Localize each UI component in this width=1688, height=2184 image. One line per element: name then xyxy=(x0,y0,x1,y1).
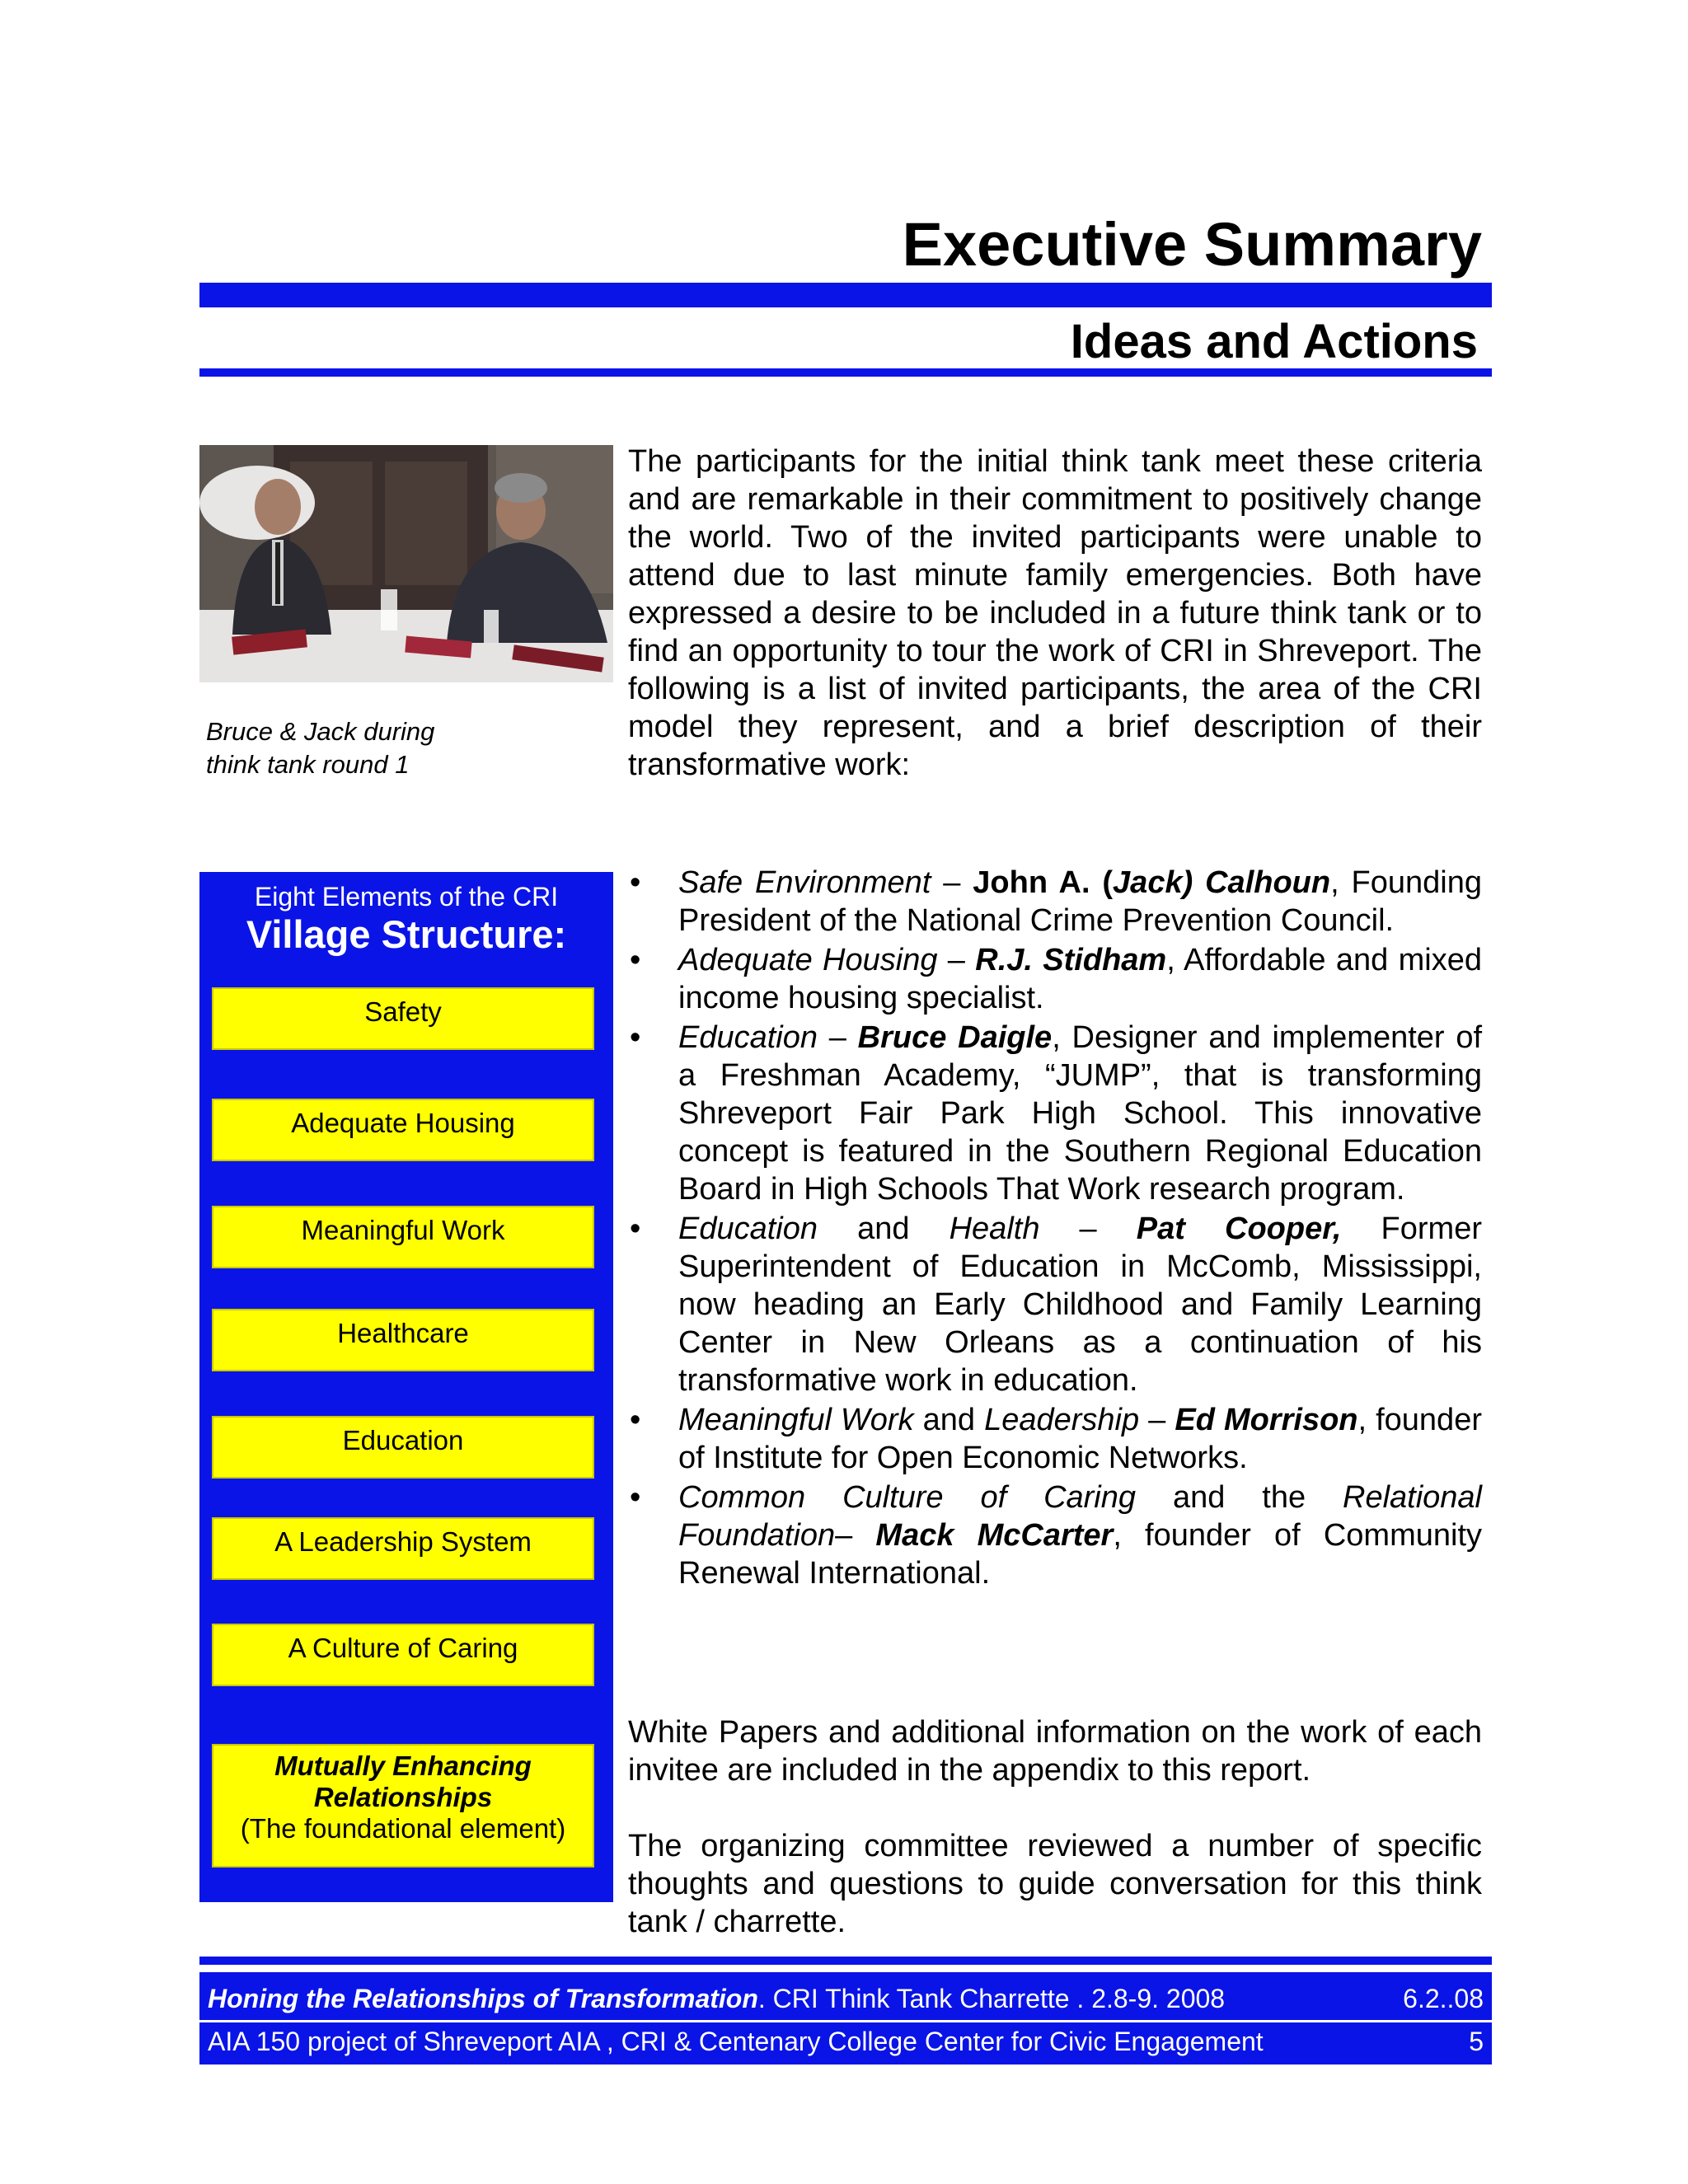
element-leadership-system: A Leadership System xyxy=(212,1517,594,1580)
element-adequate-housing: Adequate Housing xyxy=(212,1099,594,1161)
list-item: • Education and Health – Pat Cooper, Former Superintendent of Education in McComb, Mississippi, now heading an Early Childhood and Family Learning Center in New Orleans as a continuation of his transformative work in education. xyxy=(630,1212,1483,1398)
element-healthcare: Healthcare xyxy=(212,1309,594,1371)
element-education: Education xyxy=(212,1416,594,1479)
title-rule xyxy=(199,283,1492,307)
subtitle-rule xyxy=(199,368,1492,377)
footer-date: 6.2..08 xyxy=(1403,1984,1484,2013)
list-item: • Education – Bruce Daigle, Designer and implementer of a Freshman Academy, “JUMP”, that is transforming Shreveport Fair Park High School. This innovative concept is featured in the Southern Regional Education Board in High Schools That Work research program. xyxy=(630,1020,1483,1207)
list-item: • Common Culture of Caring and the Relational Foundation– Mack McCarter, founder of Community Renewal International. xyxy=(630,1480,1482,1591)
page-subtitle: Ideas and Actions xyxy=(1070,315,1478,368)
list-item: • Adequate Housing – R.J. Stidham, Affordable and mixed income housing specialist. xyxy=(630,943,1482,1015)
page-number: 5 xyxy=(1469,2027,1484,2056)
element-meaningful-work: Meaningful Work xyxy=(212,1206,594,1268)
committee-paragraph: The organizing committee reviewed a number of specific thoughts and questions to guide conversation for this think tank / charrette. xyxy=(628,1829,1482,1939)
intro-paragraph: The participants for the initial think tank meet these criteria and are remarkable in their commitment to positively change the world. Two of the invited participants were unable to attend due to last minute family emergencies. Both have expressed a desire to be included in a future think tank or to find an opportunity to tour the work of CRI in Shreveport. The following is a list of invited participants, the area of the CRI model they represent, and a brief description of their transformative work: xyxy=(628,444,1482,782)
footer xyxy=(199,1972,1492,2064)
footer-project: AIA 150 project of Shreveport AIA , CRI & Centenary College Center for Civic Engagement xyxy=(208,2027,1264,2056)
page-title: Executive Summary xyxy=(902,210,1482,279)
list-item: • Meaningful Work and Leadership – Ed Morrison, founder of Institute for Open Economic Networks. xyxy=(630,1403,1482,1475)
appendix-paragraph: White Papers and additional information on the work of each invitee are included in the appendix to this report. xyxy=(628,1715,1482,1788)
list-item: • Safe Environment – John A. (Jack) Calhoun, Founding President of the National Crime Prevention Council. xyxy=(630,865,1483,938)
element-foundational: Mutually Enhancing Relationships (The foundational element) xyxy=(212,1744,594,1868)
element-safety: Safety xyxy=(212,987,594,1050)
participants-list xyxy=(628,864,1482,1594)
box-title-large: Village Structure: xyxy=(246,912,567,956)
footer-rule xyxy=(199,1957,1492,1965)
footer-title: Honing the Relationships of Transformation. CRI Think Tank Charrette . 2.8-9. 2008 xyxy=(208,1984,1226,2013)
box-title-small: Eight Elements of the CRI xyxy=(254,882,559,912)
footer-divider xyxy=(199,2020,1492,2022)
think-tank-photo xyxy=(199,445,613,682)
element-culture-of-caring: A Culture of Caring xyxy=(212,1624,594,1686)
photo-caption: Bruce & Jack during think tank round 1 xyxy=(206,717,435,779)
village-structure-box xyxy=(199,872,613,1902)
